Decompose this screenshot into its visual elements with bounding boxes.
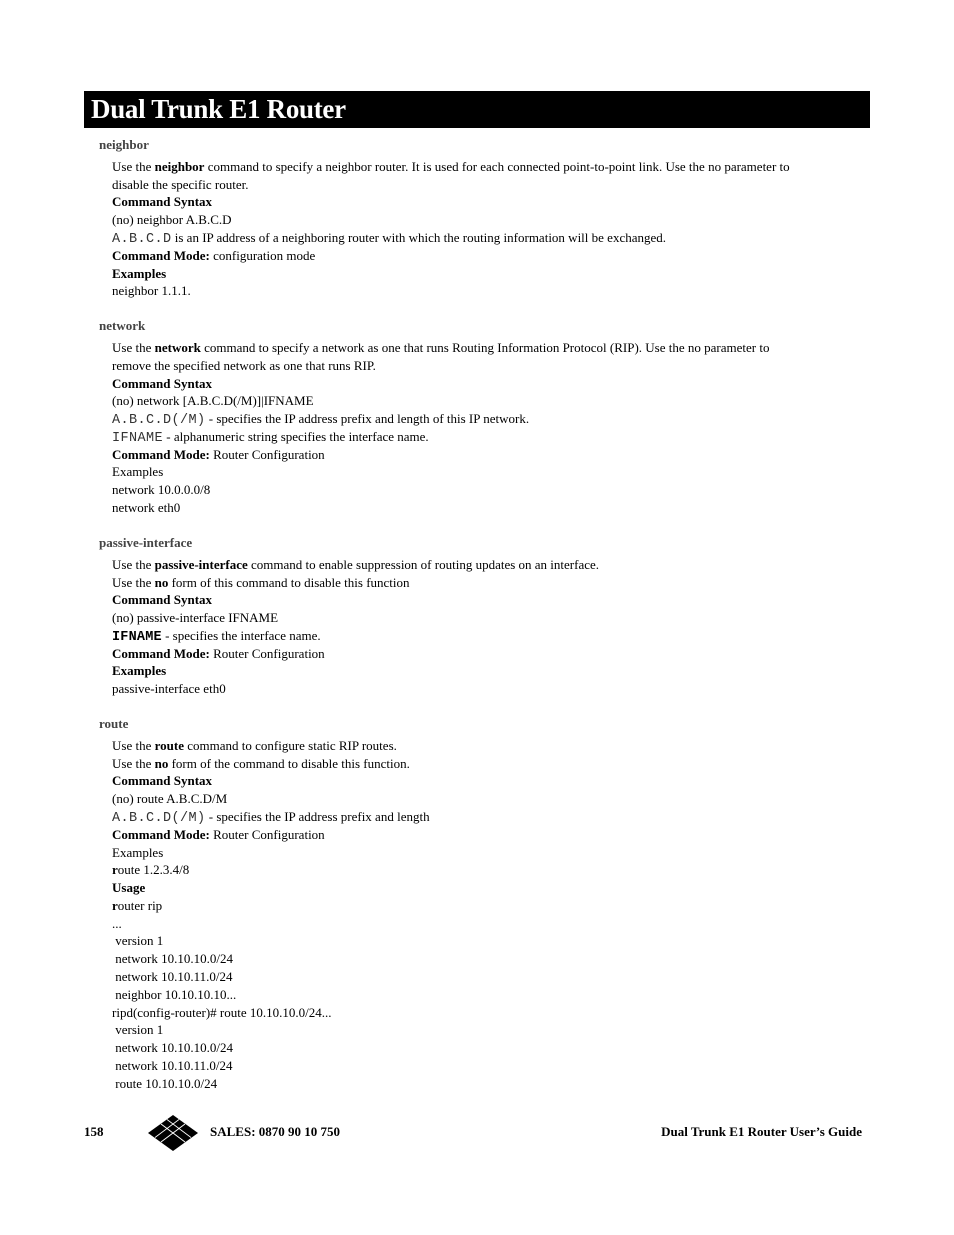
route-usage-label: Usage <box>112 880 146 895</box>
network-description: Use the network command to specify a network as one that runs Routing Information Protocol (RIP). Use the no parameter to <box>112 340 770 355</box>
route-examples-label: Examples <box>112 845 164 860</box>
network-mode: Command Mode: Router Configuration <box>112 447 325 462</box>
route-usage-line: version 1 <box>112 933 164 948</box>
route-mode: Command Mode: Router Configuration <box>112 827 325 842</box>
neighbor-examples-label: Examples <box>112 266 167 281</box>
network-param-prefix: A.B.C.D(/M) - specifies the IP address prefix and length of this IP network. <box>112 411 530 428</box>
section-title-route: route <box>99 716 129 731</box>
passive-example: passive-interface eth0 <box>112 681 226 696</box>
guide-title: Dual Trunk E1 Router User’s Guide <box>661 1124 862 1139</box>
route-usage-line: version 1 <box>112 1022 164 1037</box>
route-usage-line: ripd(config-router)# route 10.10.10.0/24... <box>112 1005 332 1020</box>
neighbor-syntax-label: Command Syntax <box>112 194 213 209</box>
route-usage-line: route 10.10.10.0/24 <box>112 1076 218 1091</box>
network-example-2: network eth0 <box>112 500 181 515</box>
neighbor-example: neighbor 1.1.1. <box>112 283 191 298</box>
network-example-1: network 10.0.0.0/8 <box>112 482 211 497</box>
page-header-banner <box>84 91 870 128</box>
network-param-ifname: IFNAME - alphanumeric string specifies the interface name. <box>112 429 429 446</box>
route-usage-line: network 10.10.10.0/24 <box>112 1040 233 1055</box>
page-title: Dual Trunk E1 Router <box>91 94 346 124</box>
route-usage-line: network 10.10.10.0/24 <box>112 951 233 966</box>
network-description-cont: remove the specified network as one that runs RIP. <box>112 358 376 373</box>
passive-syntax-label: Command Syntax <box>112 592 213 607</box>
route-usage-line: network 10.10.11.0/24 <box>112 969 233 984</box>
route-usage-line: network 10.10.11.0/24 <box>112 1058 233 1073</box>
route-usage-first: router rip <box>112 898 163 913</box>
route-usage-line: neighbor 10.10.10.10... <box>112 987 237 1002</box>
network-examples-label: Examples <box>112 464 164 479</box>
sales-phone: SALES: 0870 90 10 750 <box>210 1124 341 1139</box>
passive-description-2: Use the no form of this command to disable this function <box>112 575 410 590</box>
section-title-neighbor: neighbor <box>99 137 149 152</box>
route-syntax-label: Command Syntax <box>112 773 213 788</box>
route-example: route 1.2.3.4/8 <box>112 862 190 877</box>
diamond-logo-icon <box>147 1114 199 1152</box>
passive-syntax: (no) passive-interface IFNAME <box>112 610 279 625</box>
page-number: 158 <box>84 1124 104 1139</box>
passive-mode: Command Mode: Router Configuration <box>112 646 325 661</box>
passive-param: IFNAME - specifies the interface name. <box>112 628 321 645</box>
neighbor-description: Use the neighbor command to specify a neighbor router. It is used for each connected point-to-point link. Use the no parameter to <box>112 159 790 174</box>
route-usage-line: ... <box>112 916 122 931</box>
neighbor-syntax: (no) neighbor A.B.C.D <box>112 212 232 227</box>
passive-examples-label: Examples <box>112 663 167 678</box>
section-title-network: network <box>99 318 146 333</box>
route-description-2: Use the no form of the command to disable this function. <box>112 756 410 771</box>
network-syntax-label: Command Syntax <box>112 376 213 391</box>
network-syntax: (no) network [A.B.C.D(/M)]|IFNAME <box>112 393 314 408</box>
neighbor-description-cont: disable the specific router. <box>112 177 249 192</box>
neighbor-mode: Command Mode: configuration mode <box>112 248 316 263</box>
route-param: A.B.C.D(/M) - specifies the IP address prefix and length <box>112 809 430 826</box>
section-title-passive-interface: passive-interface <box>99 535 193 550</box>
route-description: Use the route command to configure static RIP routes. <box>112 738 397 753</box>
passive-description: Use the passive-interface command to enable suppression of routing updates on an interface. <box>112 557 600 572</box>
neighbor-param: A.B.C.D is an IP address of a neighboring router with which the routing information will be exchanged. <box>112 230 666 247</box>
route-syntax: (no) route A.B.C.D/M <box>112 791 228 806</box>
